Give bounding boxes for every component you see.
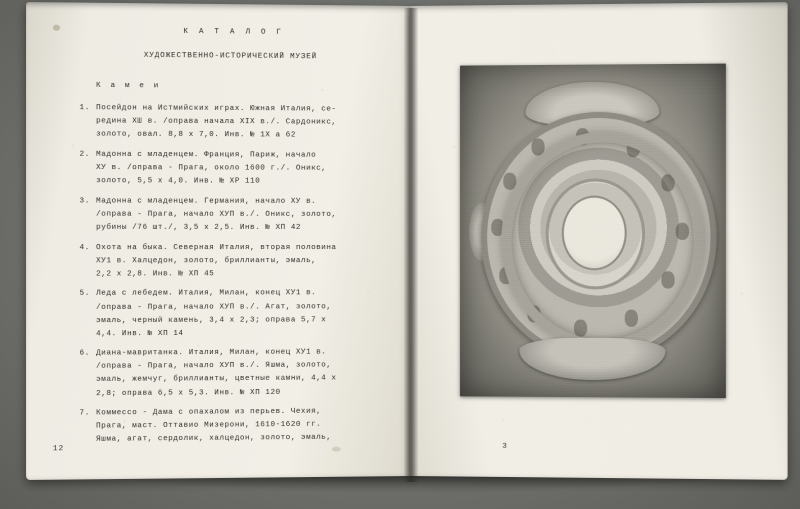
list-item	[67, 346, 384, 401]
entry-line: ХУ в. /оправа - Прага, около 1600 г./. Оникс,	[96, 164, 327, 173]
plate-photograph	[460, 64, 726, 399]
entry-number: 3.	[79, 197, 90, 206]
entry-line: Леда с лебедем. Италия, Милан, конец ХУ1 в.	[96, 289, 317, 299]
entry-line: 4,4. Инв. № ХП 14	[96, 329, 184, 339]
entry-number: 2.	[79, 150, 90, 159]
entry-text	[96, 102, 384, 143]
catalog-text-block	[67, 25, 384, 454]
entry-line: Посейдон на Истмийских играх. Южная Италия, се-	[96, 104, 337, 114]
entry-number: 6.	[79, 349, 90, 358]
entry-line: эмаль, черный камень, 3,4 х 2,3; оправа 5,7 х	[96, 315, 327, 325]
entry-line: Коммессо - Дама с опахалом из перьев. Чехия,	[96, 407, 322, 418]
entry-text	[96, 346, 384, 400]
entry-line: Прага, маст. Оттавио Мизерони, 1610-1620 гг.	[96, 420, 322, 431]
entry-line: золото, 5,5 х 4,0. Инв. № ХР 110	[96, 177, 261, 186]
entry-text	[96, 149, 384, 189]
entry-line: /оправа - Прага, начало ХУП в./. Агат, золото,	[96, 302, 332, 312]
section-heading: К а м е и	[96, 82, 161, 91]
paper-stain	[53, 25, 60, 31]
entry-line: рубины /76 шт./, 3,5 х 2,5. Инв. № ХП 42	[96, 223, 302, 232]
open-book	[18, 6, 782, 486]
entry-number: 1.	[79, 104, 90, 113]
entry-line: Охота на быка. Северная Италия, вторая половина	[96, 243, 337, 252]
entry-text	[96, 242, 384, 282]
entry-number: 4.	[79, 243, 90, 252]
list-item	[67, 242, 384, 282]
entry-line: Мадонна с младенцем. Франция, Париж, начало	[96, 150, 317, 160]
entry-line: /оправа - Прага, начало ХУП в./. Яшма, золото,	[96, 361, 332, 372]
page-title: К А Т А Л О Г	[183, 27, 285, 37]
left-page	[26, 2, 414, 480]
entry-line: редина ХШ в. /оправа начала XIX в./. Сардоникс,	[96, 117, 337, 127]
book-gutter	[404, 8, 418, 482]
right-page	[410, 2, 788, 480]
entry-line: ХУ1 в. Халцедон, золото, бриллианты, эмаль,	[96, 256, 317, 266]
entry-line: Яшма, агат, сердолик, халцедон, золото, эмаль,	[96, 434, 332, 445]
list-item	[67, 102, 384, 143]
entry-line: Мадонна с младенцем. Германия, начало ХУ в.	[96, 197, 317, 206]
entry-text	[96, 405, 384, 447]
list-item	[67, 405, 384, 447]
page-number-left: 12	[52, 445, 65, 454]
entry-line: 2,8; оправа 6,5 х 5,3. Инв. № ХП 120	[96, 388, 281, 398]
entry-line: золото, овал. 8,8 х 7,0. Инв. № 1Х а 62	[96, 130, 296, 140]
entry-line: 2,2 х 2,8. Инв. № ХП 45	[96, 270, 215, 279]
list-item	[67, 149, 384, 190]
page-number-right: 3	[502, 442, 508, 451]
entry-text	[96, 195, 384, 235]
entry-line: эмаль, жемчуг, бриллианты, цветные камни, 4,4 х	[96, 374, 337, 385]
page-subtitle: ХУДОЖЕСТВЕННО-ИСТОРИЧЕСКИЙ МУЗЕЙ	[143, 51, 318, 62]
entry-text	[96, 287, 384, 341]
entry-line: /оправа - Прага, начало ХУП в./. Оникс, золото,	[96, 210, 337, 219]
entry-number: 5.	[79, 290, 90, 299]
list-item	[67, 287, 384, 341]
entry-line: Диана-мавританка. Италия, Милан, конец ХУ1 в.	[96, 348, 327, 358]
list-item	[67, 195, 384, 235]
photo-grain	[460, 64, 726, 399]
entry-number: 7.	[79, 409, 90, 418]
